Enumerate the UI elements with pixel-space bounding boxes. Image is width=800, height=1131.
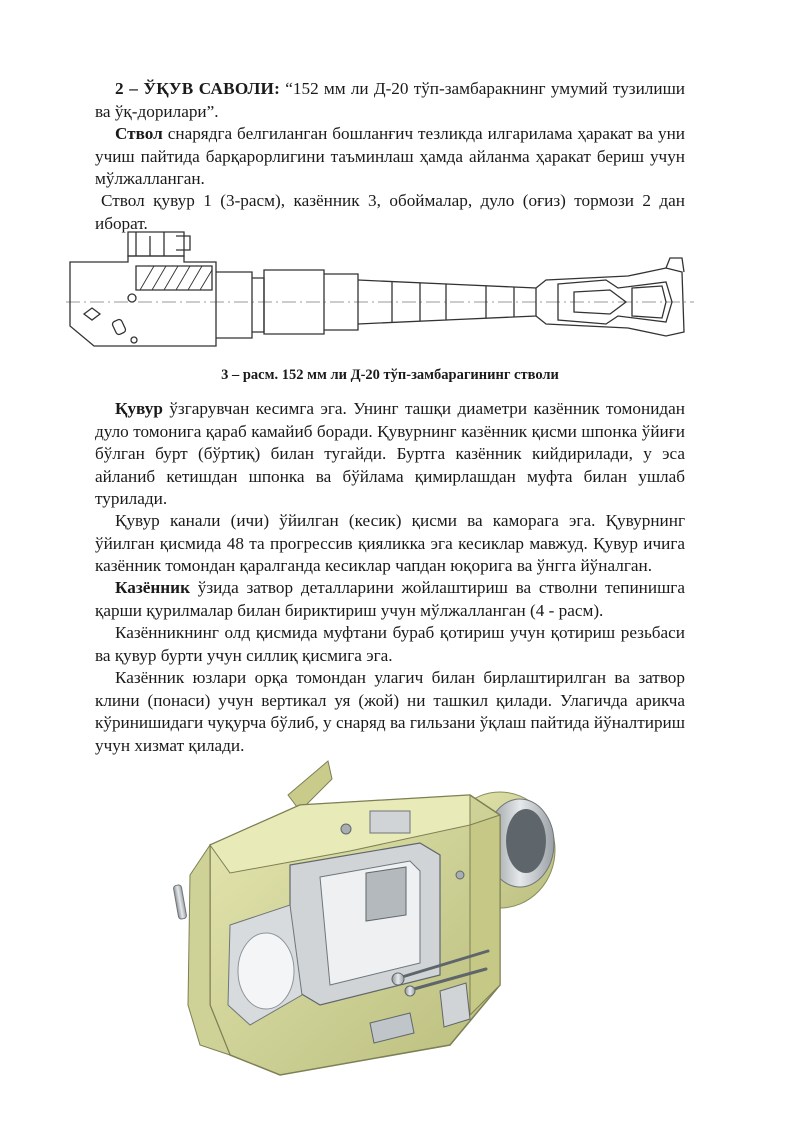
paragraph-kazennik xyxy=(95,577,685,622)
section-heading-title: “152 мм ли Д-20 тўп-замбаракнинг умумий тузилиши ва ўқ-дорилари”. xyxy=(95,79,685,121)
paragraph-quvur xyxy=(95,398,685,511)
paragraph-text: Қувур канали (ичи) ўйилган (кесик) қисми ва каморага эга. Қувурнинг ўйилган қисмида 48 та прогрессив қияликка эга кесиклар мавжуд. Қувур ичига казённик томондан қаралганда кесиклар чапдан юқорига ва ўнгга йўналган. xyxy=(95,511,685,576)
breech-cutaway-illustration xyxy=(170,755,630,1115)
paragraph-text: Ствол қувур 1 (3-расм), казённик 3, обоймалар, дуло (оғиз) тормози 2 дан иборат. xyxy=(95,191,685,233)
heading-block xyxy=(95,78,685,123)
term-stvol: Ствол xyxy=(115,124,163,143)
section-heading-number: 2 – ЎҚУВ САВОЛИ: xyxy=(115,79,281,98)
paragraph-kazennik-front xyxy=(95,622,685,667)
paragraph-kazennik-rear xyxy=(95,667,685,757)
barrel-drawing-figure xyxy=(66,228,694,358)
term-quvur: Қувур xyxy=(115,399,163,418)
term-kazennik: Казённик xyxy=(115,578,190,597)
paragraph-stvol xyxy=(95,123,685,191)
paragraph-text: Казённик юзлари орқа томондан улагич билан бирлаштирилган ва затвор клини (понаси) учун вертикал уя (жой) ни ташкил қилади. Улагичда арикча кўринишидаги чуқурча бўлиб, у снаряд ва гильзани ўқлаш пайтида йўналтириш учун хизмат қилади. xyxy=(95,668,685,755)
paragraph-text: ўзгарувчан кесимга эга. Унинг ташқи диаметри казённик томонидан дуло томонига қараб камайиб боради. Қувурнинг казённик қисми шпонка ўйиғи бўлган бурт (бўртиқ) билан тугайди. Буртга казённик кийдирилади, у эса айланиб кетишдан шпонка ва бўйлама қимирлашдан муфта билан ушлаб турилади. xyxy=(95,399,685,509)
figure-3-caption: 3 – расм. 152 мм ли Д-20 тўп-замбарагининг стволи xyxy=(221,367,559,383)
paragraph-text: ўзида затвор деталларини жойлаштириш ва стволни тепинишга қарши қурилмалар билан бириктириш учун мўлжалланган (4 - расм). xyxy=(95,578,685,620)
paragraph-text: Казённикнинг олд қисмида муфтани бураб қотириш учун қотириш резьбаси ва қувур бурти учун силлиқ қисмига эга. xyxy=(95,623,685,665)
section-heading xyxy=(95,78,685,123)
paragraph-quvur-kanali xyxy=(95,510,685,578)
paragraph-text: снарядга белгиланган бошланғич тезликда илгарилама ҳаракат ва уни учиш пайтида барқарорлигини таъминлаш ҳамда айланма ҳаракат бериш учун мўлжалланган. xyxy=(95,124,685,189)
